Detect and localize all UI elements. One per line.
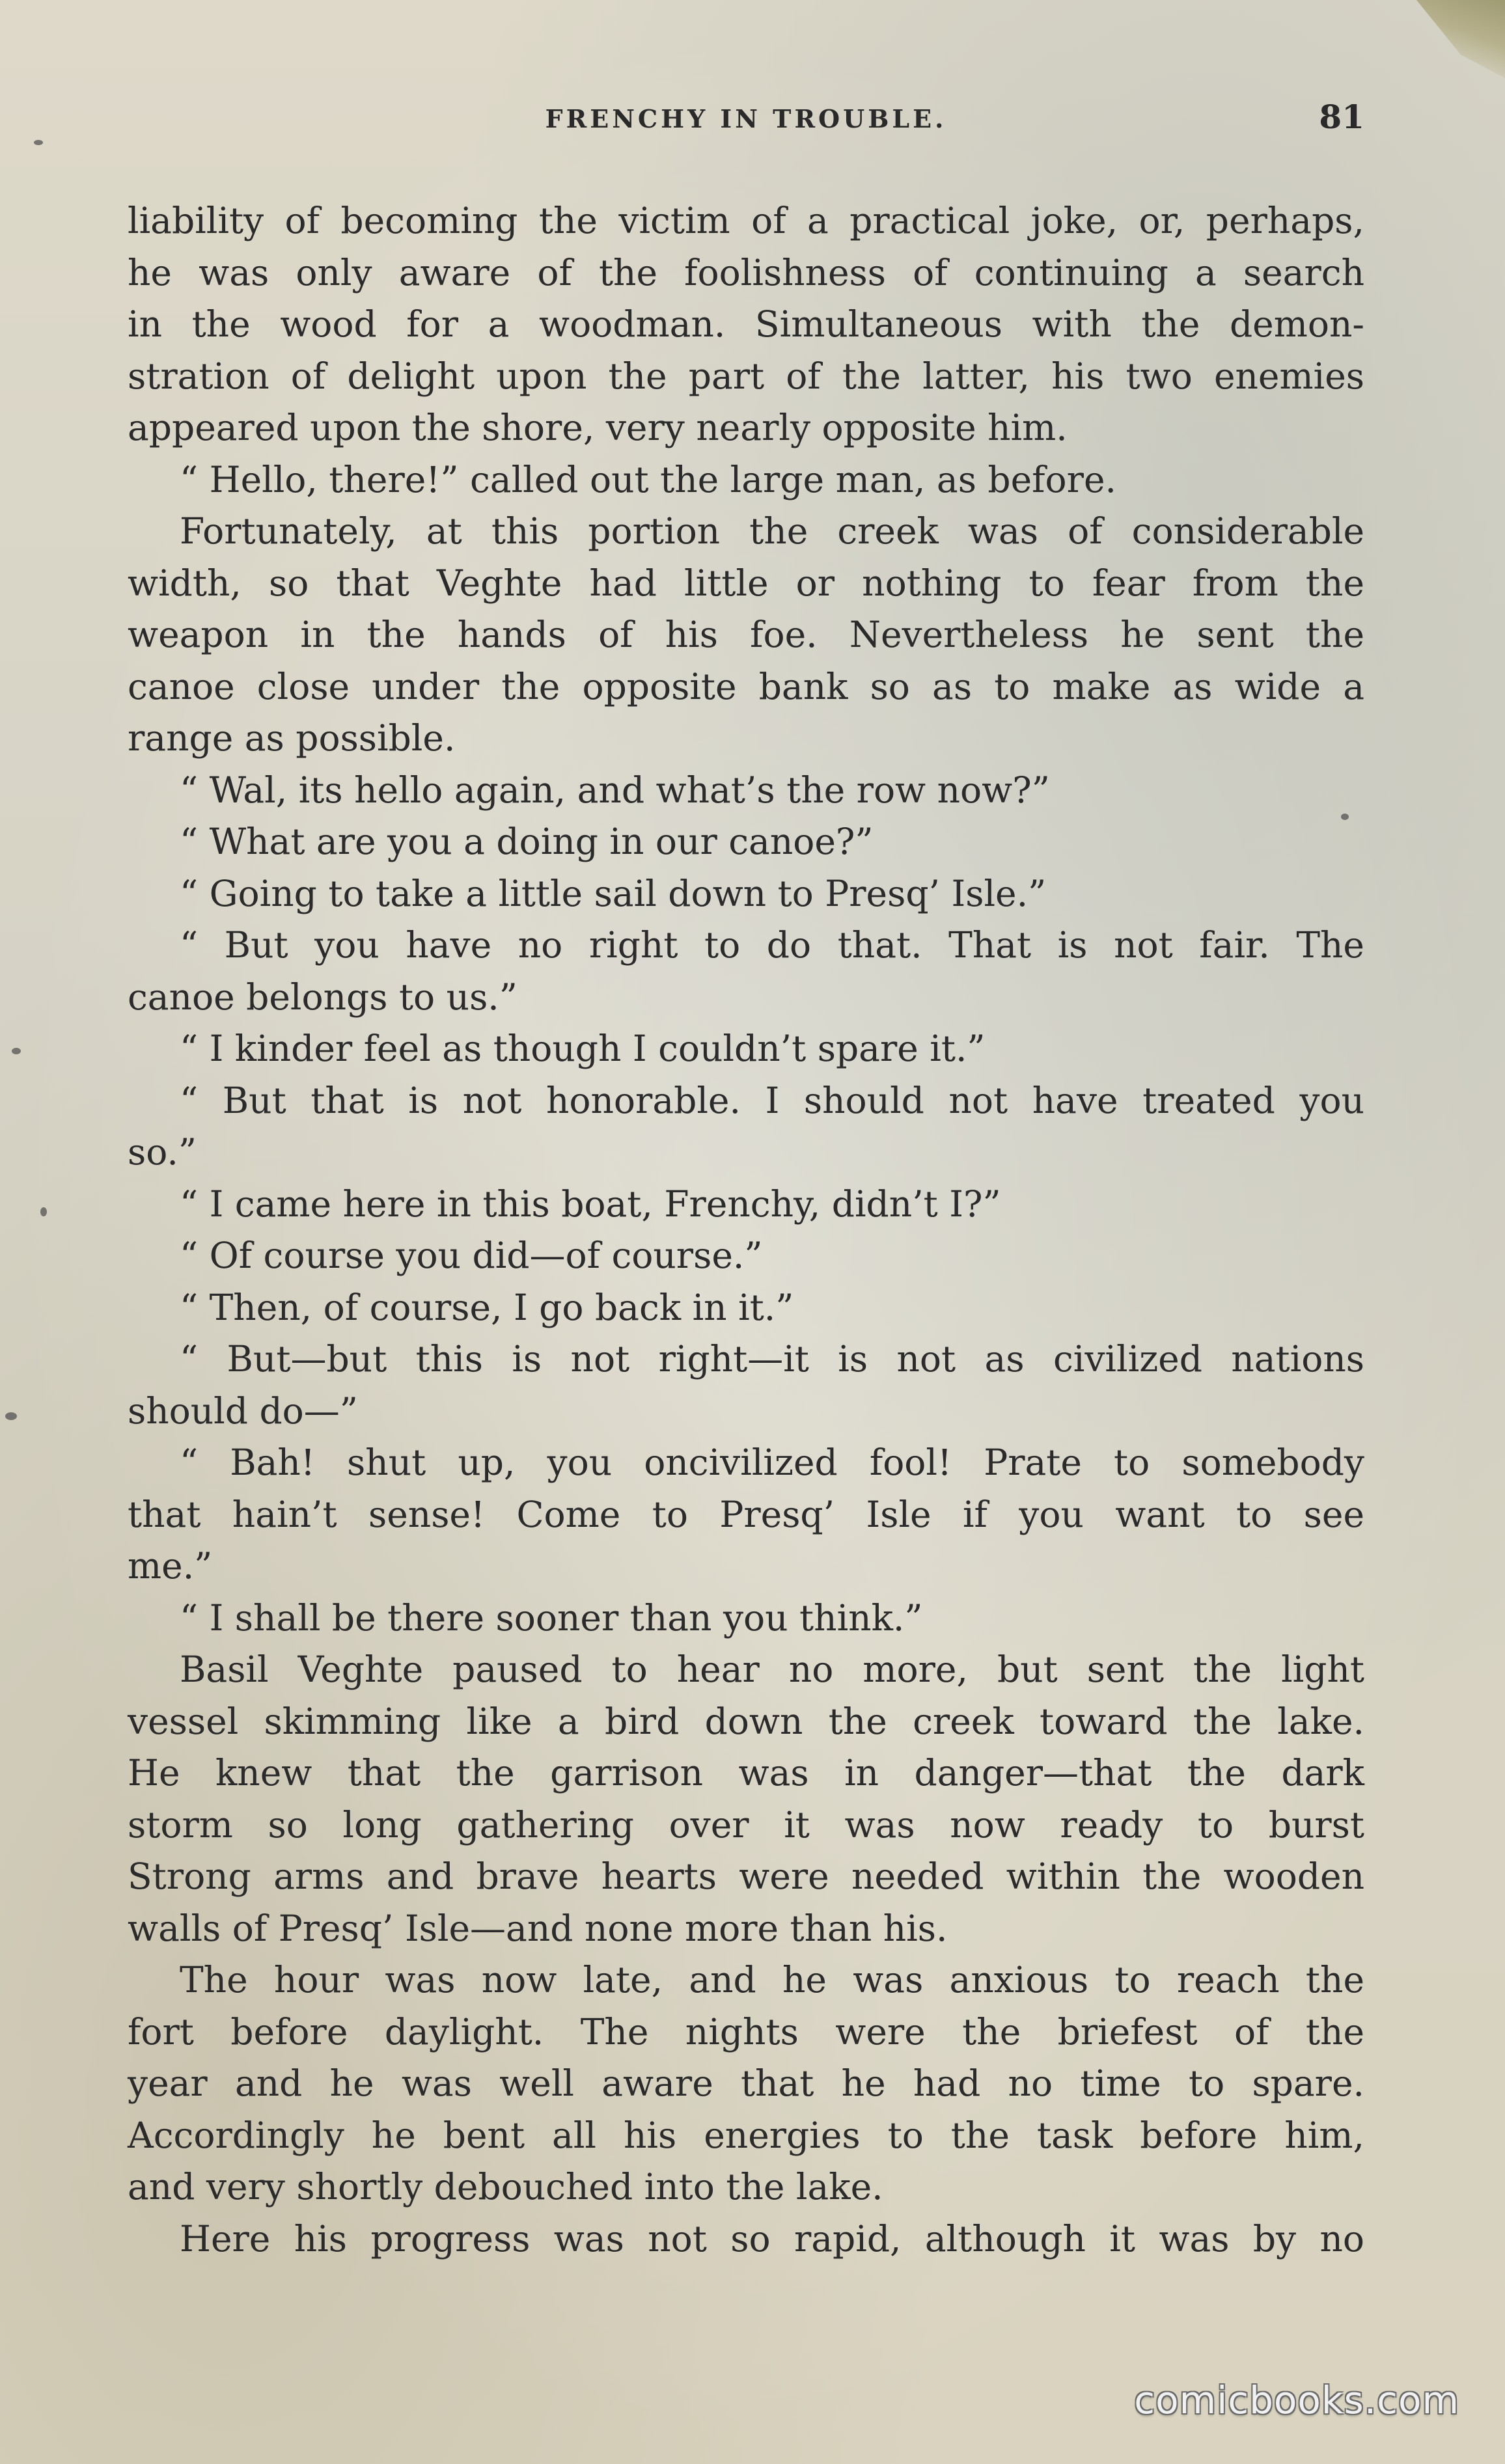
text-line: “ Bah! shut up, you oncivilized fool! Prate to somebody — [180, 1442, 1364, 1483]
text-line: Basil Veghte paused to hear no more, but sent the light — [180, 1649, 1364, 1690]
text-line: “ But that is not honorable. I should not have treated you — [180, 1079, 1364, 1121]
text-line: “ What are you a doing in our canoe?” — [180, 821, 874, 862]
text-line: stration of delight upon the part of the latter, his two enemies — [128, 355, 1364, 397]
print-speck — [12, 1048, 21, 1054]
text-line: storm so long gathering over it was now ready to burst — [128, 1803, 1364, 1846]
text-line: that hain’t sense! Come to Presq’ Isle if you want to see — [128, 1493, 1364, 1535]
text-line: in the wood for a woodman. Simultaneous with the demon- — [128, 303, 1364, 345]
text-line: me.” — [128, 1545, 213, 1587]
text-line: He knew that the garrison was in danger—that the dark — [128, 1752, 1364, 1794]
print-speck — [34, 140, 43, 145]
text-line: weapon in the hands of his foe. Nevertheless he sent the — [128, 614, 1364, 655]
text-line: “ Then, of course, I go back in it.” — [180, 1286, 794, 1328]
body-text — [128, 195, 1364, 2265]
text-line: canoe close under the opposite bank so as to make as wide a — [128, 665, 1364, 707]
torn-corner — [1394, 0, 1505, 78]
print-speck — [40, 1207, 47, 1216]
text-line: vessel skimming like a bird down the creek toward the lake. — [128, 1700, 1364, 1742]
text-line: and very shortly debouched into the lake. — [128, 2166, 883, 2208]
text-line: “ I kinder feel as though I couldn’t spare it.” — [180, 1028, 986, 1069]
text-line: Fortunately, at this portion the creek was of considerable — [180, 510, 1364, 552]
text-line: walls of Presq’ Isle—and none more than his. — [128, 1907, 948, 1949]
print-speck — [1341, 814, 1349, 820]
text-line: “ But—but this is not right—it is not as civilized nations — [180, 1338, 1364, 1380]
text-line: range as possible. — [128, 717, 456, 759]
page-header — [128, 98, 1364, 143]
text-line: “ Hello, there!” called out the large man, as before. — [180, 458, 1116, 500]
text-line: width, so that Veghte had little or nothing to fear from the — [128, 562, 1364, 604]
text-line: so.” — [128, 1131, 197, 1173]
text-line: Strong arms and brave hearts were needed within the wooden — [128, 1855, 1364, 1897]
text-line: The hour was now late, and he was anxious to reach the — [180, 1959, 1364, 2001]
text-line: fort before daylight. The nights were the briefest of the — [128, 2010, 1364, 2053]
text-line: should do—” — [128, 1389, 358, 1432]
print-speck — [5, 1412, 17, 1420]
text-line: liability of becoming the victim of a practical joke, or, perhaps, — [128, 200, 1364, 241]
text-line: Here his progress was not so rapid, although it was by no — [180, 2217, 1364, 2260]
text-line: “ Going to take a little sail down to Presq’ Isle.” — [180, 872, 1047, 914]
text-line: he was only aware of the foolishness of continuing a search — [128, 251, 1364, 294]
text-line: canoe belongs to us.” — [128, 976, 518, 1018]
text-line: “ Wal, its hello again, and what’s the row now?” — [180, 769, 1050, 811]
text-line: appeared upon the shore, very nearly opposite him. — [128, 407, 1068, 448]
text-line: year and he was well aware that he had no time to spare. — [128, 2062, 1364, 2104]
watermark: comicbooks.com — [1134, 2378, 1459, 2422]
text-line: “ But you have no right to do that. That is not fair. The — [180, 924, 1364, 966]
page-number: 81 — [1319, 98, 1364, 136]
text-line: “ I came here in this boat, Frenchy, didn’t I?” — [180, 1183, 1001, 1225]
text-line: “ I shall be there sooner than you think.” — [180, 1596, 923, 1639]
text-line: “ Of course you did—of course.” — [180, 1235, 763, 1276]
text-line: Accordingly he bent all his energies to the task before him, — [128, 2114, 1364, 2156]
running-head: FRENCHY IN TROUBLE. — [545, 104, 947, 133]
